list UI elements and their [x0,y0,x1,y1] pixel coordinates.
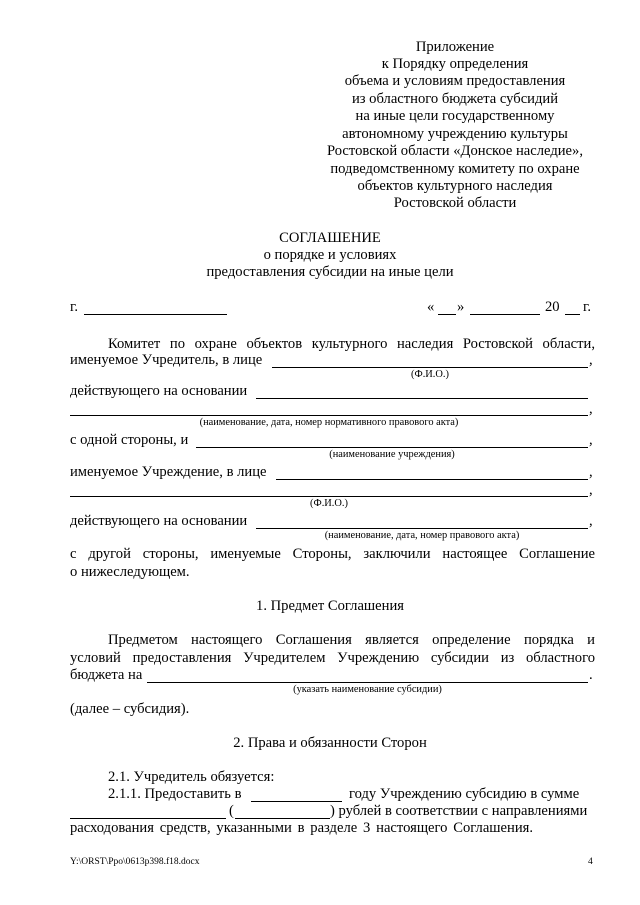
footer-file-path: Y:\ORST\Ppo\0613p398.f18.docx [70,857,200,867]
date-open-quote: « [427,299,435,315]
section-2-heading: 2. Права и обязанности Сторон [233,735,427,751]
institution-representative-blank-2[interactable] [70,496,588,497]
paren-open: ( [229,803,234,819]
caption-pa: (наименование, дата, номер правового акта) [324,530,520,541]
city-blank[interactable] [84,314,227,315]
page-number: 4 [588,857,593,867]
amount-digits-blank[interactable] [70,818,226,819]
subsidy-name-blank[interactable] [147,682,588,683]
comma: , [589,432,593,448]
founder-basis-blank-2[interactable] [70,415,588,416]
caption-npa: (наименование, дата, номер нормативного правового акта) [199,417,459,428]
comma: , [589,352,593,368]
caption-subsidy-name: (указать наименование субсидии) [293,684,442,695]
appendix-line: подведомственному комитету по охране [330,161,580,177]
comma: , [589,482,593,498]
appendix-line: к Порядку определения [381,56,529,72]
caption-fio: (Ф.И.О.) [310,498,348,509]
section-1-heading: 1. Предмет Соглашения [256,598,404,614]
date-close-quote: » [457,299,465,315]
appendix-line: объема и условиям предоставления [344,73,566,89]
amount-words-blank[interactable] [235,818,330,819]
clause-2-1: 2.1. Учредитель обязуется: [108,769,275,785]
document-subtitle: предоставления субсидии на иные цели [206,264,454,280]
year-prefix: 20 [545,299,560,315]
caption-fio: (Ф.И.О.) [411,369,449,380]
clause-2-1-1-cont: году Учреждению субсидию в сумме [349,786,580,802]
section-1-line-4: (далее – субсидия). [70,701,190,717]
comma: , [589,401,593,417]
founder-representative-blank[interactable] [272,367,588,368]
institution-representative-blank[interactable] [276,479,588,480]
year-suffix: г. [583,299,591,315]
parties-line-6: действующего на основании [70,513,248,529]
section-1-line-1: Предметом настоящего Соглашения является определение порядка и [108,632,595,648]
period: . [589,667,593,683]
appendix-line: на иные цели государственному [355,108,555,124]
year-blank[interactable] [565,314,580,315]
city-prefix: г. [70,299,78,315]
document-title: СОГЛАШЕНИЕ [279,230,381,246]
parties-line-5: именуемое Учреждение, в лице [70,464,267,480]
appendix-line: автономному учреждению культуры [342,126,568,142]
parties-line-4: с одной стороны, и [70,432,189,448]
parties-line-3: действующего на основании [70,383,248,399]
year-blank[interactable] [251,801,342,802]
appendix-line: объектов культурного наследия [357,178,553,194]
appendix-line: Приложение [415,39,495,55]
section-1-line-3: бюджета на [70,667,143,683]
month-blank[interactable] [470,314,540,315]
parties-line-1: Комитет по охране объектов культурного наследия Ростовской области, [108,336,595,352]
appendix-line: Ростовской области [393,195,517,211]
clause-2-1-1-start: 2.1.1. Предоставить в [108,786,242,802]
parties-line-2: именуемое Учредитель, в лице [70,352,263,368]
clause-2-1-1-line-2: ) рублей в соответствии с направлениями [330,803,588,819]
parties-line-8: о нижеследующем. [70,564,190,580]
day-blank[interactable] [438,314,456,315]
appendix-line: из областного бюджета субсидий [351,91,559,107]
founder-basis-blank[interactable] [256,398,588,399]
section-1-line-2: условий предоставления Учредителем Учреждению субсидии из областного [70,650,595,666]
institution-basis-blank[interactable] [256,528,588,529]
parties-line-7: с другой стороны, именуемые Стороны, заключили настоящее Соглашение [70,546,595,562]
comma: , [589,464,593,480]
document-subtitle: о порядке и условиях [263,247,397,263]
institution-name-blank[interactable] [196,447,588,448]
comma: , [589,513,593,529]
appendix-line: Ростовской области «Донское наследие», [327,143,583,159]
clause-2-1-1-line-3: расходования средств, указанными в разделе 3 настоящего Соглашения. [70,820,533,836]
caption-institution: (наименование учреждения) [329,449,455,460]
